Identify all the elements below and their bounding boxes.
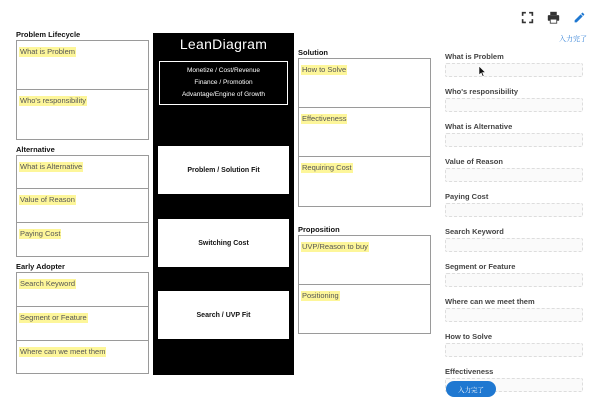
responsibility-cell-label: Who's responsibility [20,96,87,105]
answer-field[interactable] [445,238,583,252]
lean-canvas [10,28,437,380]
fullscreen-icon[interactable] [516,6,538,28]
answer-field[interactable] [445,168,583,182]
positioning-cell[interactable] [299,285,430,333]
lean-diagram-title: LeanDiagram [179,36,268,52]
answer-field[interactable] [445,308,583,322]
positioning-cell-label: Positioning [302,291,339,300]
solution-box [298,58,431,207]
question-label: Segment or Feature [445,262,516,271]
toolbar [516,6,590,28]
problem-solution-fit-box[interactable]: Problem / Solution Fit [158,146,289,194]
problem-cell[interactable] [17,41,148,90]
effectiveness-cell-label: Effectiveness [302,114,347,123]
alternative-box [16,155,149,257]
question-label: Where can we meet them [445,297,535,306]
how-to-solve-cell-label: How to Solve [302,65,347,74]
monetize-box [159,61,288,105]
problem-lifecycle-box [16,40,149,140]
value-of-reason-cell-label: Value of Reason [20,195,75,204]
right-column [298,48,431,334]
input-panel [437,40,590,376]
answer-field[interactable] [445,203,583,217]
question-label: Search Keyword [445,227,504,236]
proposition-title: Proposition [298,225,340,234]
edit-icon[interactable] [568,6,590,28]
early-adopter-box [16,272,149,374]
how-to-solve-cell[interactable] [299,59,430,108]
meet-them-cell[interactable] [17,341,148,373]
problem-cell-label: What is Problem [20,47,76,56]
question-label: How to Solve [445,332,493,341]
uvp-cell-label: UVP/Reason to buy [302,242,368,251]
mouse-cursor-icon [479,66,487,77]
question-label: Effectiveness [445,367,494,376]
segment-cell[interactable] [17,307,148,341]
problem-lifecycle-title: Problem Lifecycle [16,30,81,39]
monetize-line: Advantage/Engine of Growth [181,91,266,98]
lean-diagram-center [153,33,294,375]
early-adopter-title: Early Adopter [16,262,65,271]
requiring-cost-cell[interactable] [299,157,430,206]
meet-them-cell-label: Where can we meet them [20,347,106,356]
answer-field[interactable] [445,98,583,112]
effectiveness-cell[interactable] [299,108,430,157]
question-label: Paying Cost [445,192,489,201]
uvp-cell[interactable] [299,236,430,285]
segment-cell-label: Segment or Feature [20,313,87,322]
proposition-box [298,235,431,334]
alternative-title: Alternative [16,145,55,154]
responsibility-cell[interactable] [17,90,148,139]
monetize-line: Monetize / Cost/Revenue [187,67,260,74]
answer-field[interactable] [445,343,583,357]
question-label: What is Problem [445,52,504,61]
monetize-line: Finance / Promotion [194,79,253,86]
paying-cost-cell-label: Paying Cost [20,229,61,238]
done-button[interactable]: 入力完了 [446,381,496,397]
search-keyword-cell[interactable] [17,273,148,307]
left-column [16,30,149,374]
alternative-cell[interactable] [17,156,148,189]
question-label: Who's responsibility [445,87,519,96]
requiring-cost-cell-label: Requiring Cost [302,163,352,172]
search-uvp-fit-box[interactable]: Search / UVP Fit [158,291,289,339]
print-icon[interactable] [542,6,564,28]
answer-field[interactable] [445,133,583,147]
answer-field[interactable] [445,273,583,287]
solution-title: Solution [298,48,328,57]
done-link[interactable]: 入力完了 [559,36,587,43]
paying-cost-cell[interactable] [17,223,148,256]
value-of-reason-cell[interactable] [17,189,148,223]
alternative-cell-label: What is Alternative [20,162,83,171]
question-label: What is Alternative [445,122,513,131]
answer-field[interactable] [445,63,583,77]
switching-cost-box[interactable]: Switching Cost [158,219,289,267]
search-keyword-cell-label: Search Keyword [20,279,76,288]
question-label: Value of Reason [445,157,503,166]
